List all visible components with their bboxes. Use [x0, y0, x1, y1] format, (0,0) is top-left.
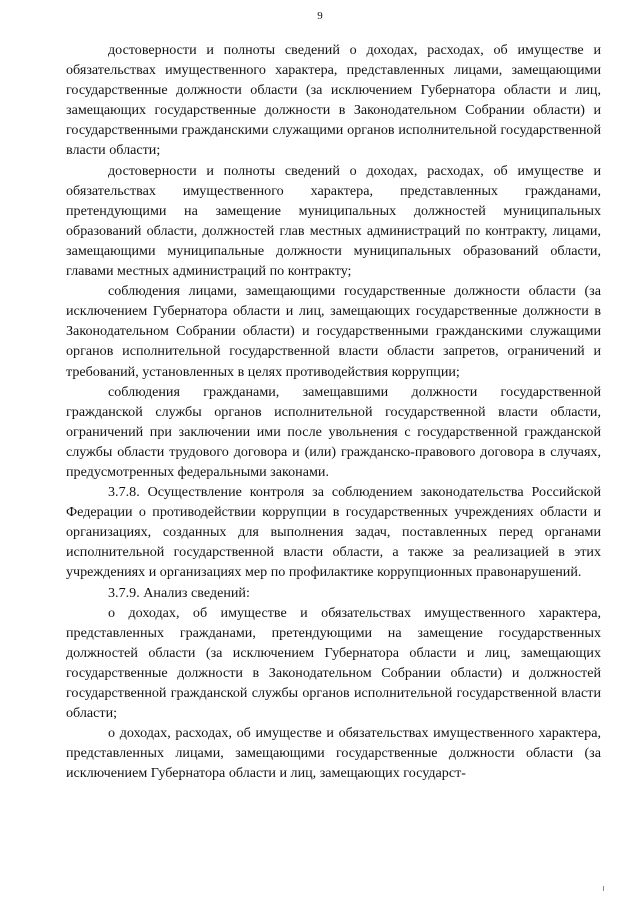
paragraph-analysis-officials: о доходах, расходах, об имуществе и обязательствах имущественного характера, представленных лицами, замещающими государственные должности области (за исключением Губернатора области и лиц, замещающих государст-	[66, 725, 601, 782]
paragraph-section-3-7-9: 3.7.9. Анализ сведений:	[108, 584, 250, 601]
page-number: 9	[317, 10, 323, 22]
scan-artifact-mark	[603, 886, 604, 891]
paragraph-section-3-7-8: 3.7.8. Осуществление контроля за соблюдением законодательства Российской Федерации о противодействии коррупции в государственных учреждениях области и организациях, созданных для выполнения задач, поставленных перед органами исполнительной государственной власти области, а также за реализацией в этих учреждениях и организациях мер по профилактике коррупционных правонарушений.	[66, 484, 601, 581]
paragraph-compliance-officials: соблюдения лицами, замещающими государственные должности области (за исключением Губернатора области и лиц, замещающих государственные должности в Законодательном Собрании области) и государственными гражданскими служащими органов исполнительной государственной власти области запретов, ограничений и требований, установленных в целях противодействия коррупции;	[66, 283, 601, 380]
document-body	[66, 40, 601, 783]
paragraph-reliability-municipal: достоверности и полноты сведений о доходах, расходах, об имуществе и обязательствах имущественного характера, представленных гражданами, претендующими на замещение муниципальных должностей муниципальных образований области, должностей глав местных администраций по контракту, лицами, замещающими муниципальные должности муниципальных образований области, главами местных администраций по контракту;	[66, 162, 601, 280]
paragraph-analysis-candidates: о доходах, об имуществе и обязательствах имущественного характера, представленных гражданами, претендующими на замещение государственных должностей области (за исключением Губернатора области и лиц, замещающих государственные должности в Законодательном Собрании области) и должностей государственной гражданской службы органов исполнительной государственной власти области;	[66, 604, 601, 722]
paragraph-reliability-officials: достоверности и полноты сведений о доходах, расходах, об имуществе и обязательствах имущественного характера, представленных лицами, замещающими государственные должности области (за исключением Губернатора области и лиц, замещающих государственные должности в Законодательном Собрании области) и государственными гражданскими служащими органов исполнительной государственной власти области;	[66, 42, 601, 159]
paragraph-compliance-former-servants: соблюдения гражданами, замещавшими должности государственной гражданской службы органов исполнительной государственной власти области, ограничений при заключении ими после увольнения с государственной гражданской службы области трудового договора и (или) гражданско-правового договора в случаях, предусмотренных федеральными законами.	[66, 383, 601, 480]
